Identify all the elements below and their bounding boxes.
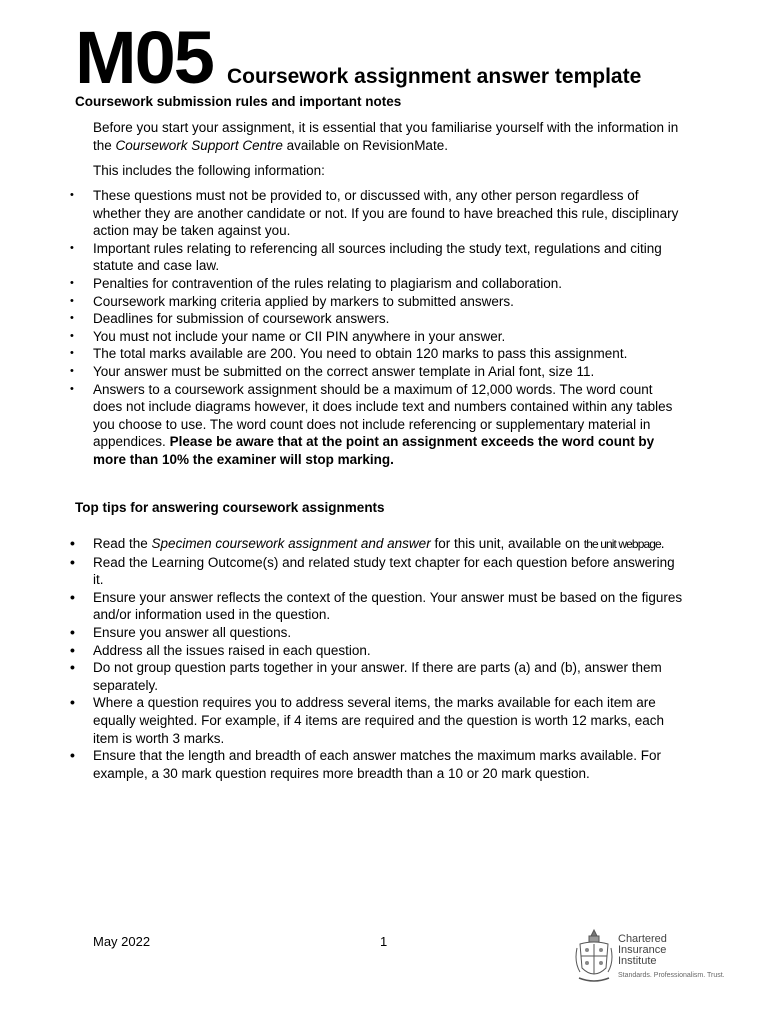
specimen-assignment-title: Specimen coursework assignment and answer	[151, 536, 431, 551]
rules-intro	[93, 119, 683, 154]
rules-intro-part2: available on RevisionMate.	[282, 137, 448, 153]
bullet-icon: •	[70, 623, 75, 640]
list-item: • Your answer must be submitted on the correct answer template in Arial font, size 11.	[70, 363, 595, 379]
bullet-icon: •	[70, 294, 74, 307]
tips-list	[0, 535, 700, 782]
bullet-icon: •	[70, 189, 74, 201]
crest-icon	[574, 928, 614, 986]
page-number: 1	[380, 934, 388, 949]
logo-wordmark: Chartered Insurance Institute Standards. Professionalism. Trust.	[618, 933, 725, 979]
unit-code: M05	[75, 16, 213, 99]
list-item: • Coursework marking criteria applied by markers to submitted answers.	[70, 293, 514, 309]
bullet-icon: •	[70, 641, 75, 658]
logo-tagline: Standards. Professionalism. Trust.	[618, 972, 725, 979]
bullet-icon: •	[70, 747, 75, 764]
rules-list	[0, 187, 700, 469]
bullet-icon: •	[70, 364, 74, 377]
bullet-icon: •	[70, 659, 75, 676]
bullet-icon: •	[70, 241, 74, 254]
document-title: Coursework assignment answer template	[226, 65, 642, 88]
list-item	[0, 381, 683, 469]
word-count-warning: Please be aware that at the point an assignment exceeds the word count by more than 10% the examiner will stop marking.	[93, 434, 655, 467]
bullet-icon: •	[70, 553, 75, 570]
list-item: • Where a question requires you to address several items, the marks available for each item are equally weighted. For example, if 4 items are required and the question is worth 12 marks, each item is worth 3 marks.	[70, 694, 665, 746]
bullet-icon: •	[70, 276, 74, 289]
list-item: • These questions must not be provided to, or discussed with, any other person regardless of whether they are another candidate or not. If you are found to have breached this rule, disciplinary action may be taken against you.	[70, 188, 679, 239]
list-item: • Read the Specimen coursework assignment and answer for this unit, available on the unit webpage.	[70, 535, 665, 551]
bullet-icon: •	[70, 382, 74, 395]
list-item: • Deadlines for submission of coursework answers.	[70, 311, 390, 327]
bullet-icon: •	[70, 312, 74, 325]
coursework-support-centre: Coursework Support Centre	[115, 137, 283, 153]
unit-webpage-text: the unit webpage	[583, 537, 661, 551]
list-item: • Address all the issues raised in each question.	[70, 641, 371, 658]
footer-date: May 2022	[93, 934, 151, 949]
bullet-icon: •	[70, 347, 74, 360]
cii-logo	[574, 928, 744, 988]
list-item: • Ensure that the length and breadth of each answer matches the maximum marks available. For example, a 30 mark question requires more breadth than a 10 or 20 mark question.	[70, 747, 662, 781]
list-item: • Penalties for contravention of the rules relating to plagiarism and collaboration.	[70, 275, 563, 291]
rules-intro-part1: Before you start your assignment, it is essential that you familiarise yourself with the information in the	[93, 120, 679, 153]
rules-includes-text: This includes the following information:	[93, 163, 325, 178]
list-item: • Read the Learning Outcome(s) and related study text chapter for each question before answering it.	[70, 553, 675, 588]
bullet-icon: •	[70, 588, 75, 605]
word-count-text: Answers to a coursework assignment should be a maximum of 12,000 words. The word count does not include diagrams however, it does include text and numbers contained within any tables you choose to use. The word count does not include referencing or supplementary material in appendices.	[93, 381, 673, 450]
document-header	[75, 18, 641, 98]
list-item: • Important rules relating to referencing all sources including the study text, regulations and citing statute and case law.	[70, 240, 662, 274]
bullet-icon: •	[70, 694, 75, 711]
list-item: • You must not include your name or CII PIN anywhere in your answer.	[70, 328, 506, 344]
rules-heading: Coursework submission rules and important notes	[75, 94, 402, 109]
tips-heading: Top tips for answering coursework assignments	[75, 500, 385, 515]
list-item: • The total marks available are 200. You need to obtain 120 marks to pass this assignment.	[70, 346, 628, 362]
bullet-icon: •	[70, 535, 75, 551]
list-item: • Ensure you answer all questions.	[70, 623, 292, 640]
bullet-icon: •	[70, 329, 74, 342]
list-item: • Ensure your answer reflects the context of the question. Your answer must be based on the figures and/or information used in the question.	[70, 588, 683, 623]
list-item: • Do not group question parts together in your answer. If there are parts (a) and (b), answer them separately.	[70, 659, 662, 693]
